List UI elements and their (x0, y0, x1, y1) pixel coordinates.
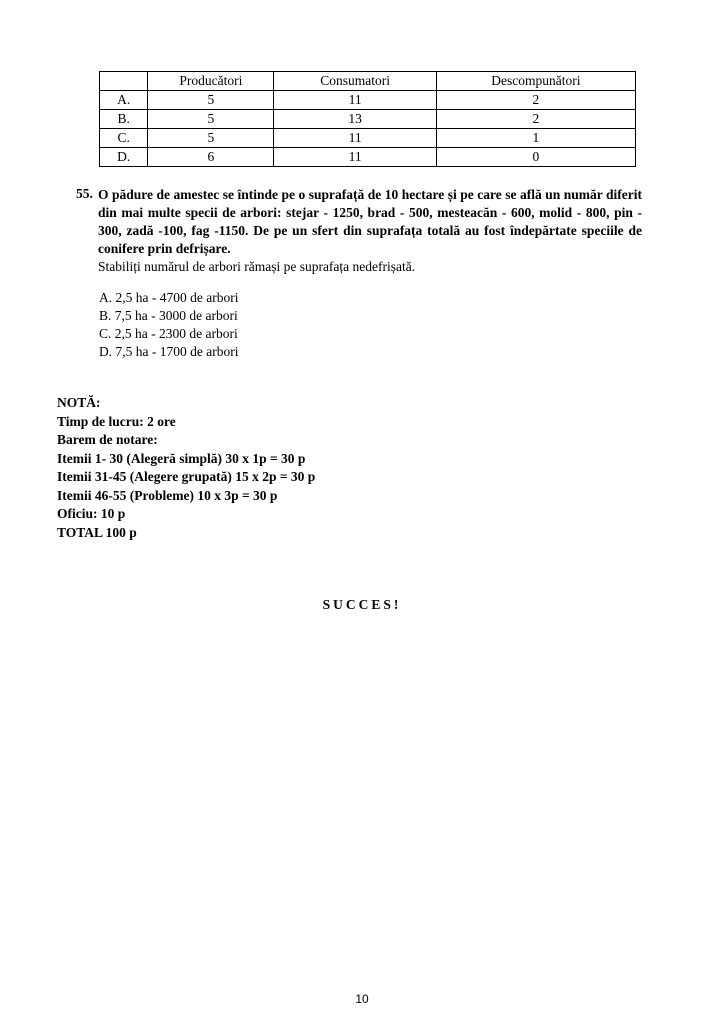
table-cell: 5 (148, 91, 274, 110)
table-header-row (100, 72, 636, 91)
table-cell: 5 (148, 110, 274, 129)
table-cell: 2 (436, 91, 635, 110)
problem-55 (76, 186, 642, 276)
table-header-descompunatori: Descompunători (436, 72, 635, 91)
row-label: D. (100, 148, 148, 167)
table-row (100, 91, 636, 110)
option-a: A. 2,5 ha - 4700 de arbori (99, 290, 239, 305)
answer-table (99, 71, 636, 167)
note-line-items-31-45: Itemii 31-45 (Alegere grupată) 15 x 2p = 30 p (57, 469, 316, 484)
closing-message: SUCCES! (322, 597, 402, 612)
problem-statement: O pădure de amestec se întinde pe o suprafață de 10 hectare și pe care se află un număr diferit din mai multe specii de arbori: stejar - 1250, brad - 500, mesteacăn - 600, molid - 800, pin - 300, zadă -100, fag -1150. De pe un sfert din suprafața totală au fost îndepărtate speciile de conifere prin defrișare. (98, 187, 642, 256)
table-header-consumatori: Consumatori (274, 72, 436, 91)
problem-number: 55. (76, 186, 93, 201)
problem-question: Stabiliți numărul de arbori rămași pe suprafața nedefrișată. (98, 259, 416, 274)
table-cell: 5 (148, 129, 274, 148)
table-cell: 0 (436, 148, 635, 167)
answer-options (99, 289, 238, 361)
row-label: C. (100, 129, 148, 148)
table-cell: 13 (274, 110, 436, 129)
table-cell: 11 (274, 148, 436, 167)
table-cell: 6 (148, 148, 274, 167)
table-cell: 11 (274, 129, 436, 148)
row-label: B. (100, 110, 148, 129)
note-line-items-46-55: Itemii 46-55 (Probleme) 10 x 3p = 30 p (57, 487, 278, 503)
note-line-items-1-30: Itemii 1- 30 (Alegeră simplă) 30 x 1p = 30 p (57, 450, 306, 466)
table-cell: 11 (274, 91, 436, 110)
table-cell: 1 (436, 129, 635, 148)
table-cell: 2 (436, 110, 635, 129)
table-row (100, 129, 636, 148)
table-row (100, 148, 636, 167)
table-row (100, 110, 636, 129)
table-header-producatori: Producători (148, 72, 274, 91)
row-label: A. (100, 91, 148, 110)
option-b: B. 7,5 ha - 3000 de arbori (99, 308, 238, 323)
grading-note (57, 394, 315, 542)
option-d: D. 7,5 ha - 1700 de arbori (99, 344, 239, 359)
note-line-time: Timp de lucru: 2 ore (57, 413, 176, 429)
note-line-total: TOTAL 100 p (57, 524, 137, 540)
note-line-barem: Barem de notare: (57, 432, 158, 447)
table-header-cell (100, 72, 148, 91)
note-title: NOTĂ: (57, 395, 101, 410)
page-number: 10 (355, 992, 369, 1006)
note-line-oficiu: Oficiu: 10 p (57, 506, 126, 521)
option-c: C. 2,5 ha - 2300 de arbori (99, 326, 238, 341)
